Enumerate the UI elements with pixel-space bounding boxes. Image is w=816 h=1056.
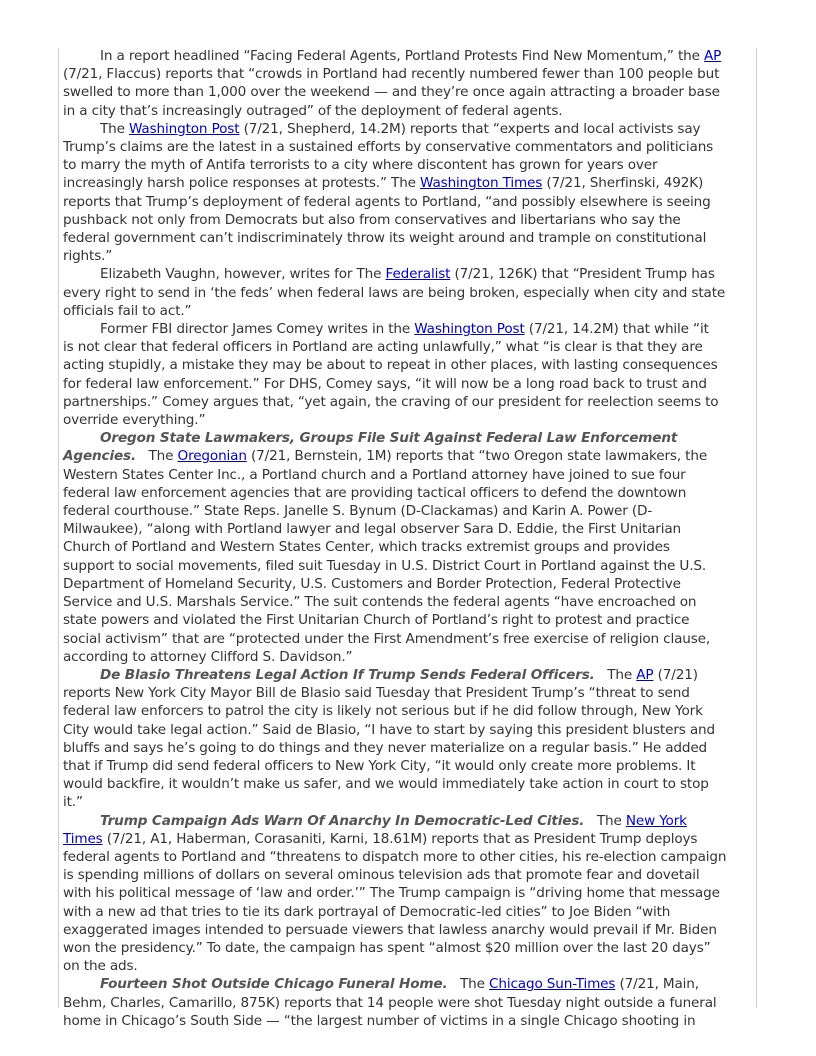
body-text: pushback not only from Democrats but also from conservatives and libertarians who say the bbox=[63, 211, 681, 228]
body-text: with his political message of ‘law and order.’” The Trump campaign is “driving home that message bbox=[63, 885, 720, 902]
text-line bbox=[63, 721, 753, 739]
body-text: (7/21, 14.2M) that while “it bbox=[524, 321, 709, 338]
body-text: Service and U.S. Marshals Service.” The suit contends the federal agents “have encroached on bbox=[63, 594, 697, 611]
body-text: bluffs and says he’s going to do things and they never materialize on a regular basis.” He added bbox=[63, 739, 708, 756]
body-text: federal government can’t indiscriminately throw its weight around and trample on constitutional bbox=[63, 230, 707, 247]
text-line bbox=[63, 903, 753, 921]
text-line bbox=[63, 757, 753, 775]
body-text: federal courthouse.” State Reps. Janelle S. Bynum (D-Clackamas) and Karin A. Power (D- bbox=[63, 503, 653, 520]
text-line bbox=[63, 848, 753, 866]
body-text: City would take legal action.” Said de Blasio, “I have to start by saying this president blusters and bbox=[63, 721, 715, 738]
text-line bbox=[63, 356, 753, 374]
body-text: to marry the myth of Antifa terrorists to a city where discontent has grown for years over bbox=[63, 157, 658, 174]
source-link[interactable]: Chicago Sun-Times bbox=[489, 976, 616, 993]
source-link[interactable]: Oregonian bbox=[177, 448, 247, 465]
text-line bbox=[63, 229, 753, 247]
text-line bbox=[63, 702, 753, 720]
body-text: for federal law enforcement.” For DHS, Comey says, “it will now be a long road back to trust and bbox=[63, 375, 707, 392]
text-line bbox=[63, 447, 753, 465]
text-line bbox=[63, 484, 753, 502]
text-line bbox=[63, 320, 753, 338]
text-line bbox=[63, 429, 753, 447]
body-text: Milwaukee), “along with Portland lawyer and legal observer Sara D. Eddie, the First Unitarian bbox=[63, 521, 682, 538]
text-line bbox=[63, 593, 753, 611]
text-line bbox=[63, 466, 753, 484]
body-text: The bbox=[100, 120, 130, 137]
text-line bbox=[63, 775, 753, 793]
text-line bbox=[63, 630, 753, 648]
text-line bbox=[63, 83, 753, 101]
text-line bbox=[63, 393, 753, 411]
body-text: in a city that’s increasingly outraged” of the deployment of federal agents. bbox=[63, 102, 563, 119]
text-line bbox=[63, 265, 753, 283]
text-line bbox=[63, 957, 753, 975]
text-line bbox=[63, 284, 753, 302]
text-line bbox=[63, 156, 753, 174]
body-text: The bbox=[584, 812, 626, 829]
text-line bbox=[63, 884, 753, 902]
body-text: federal law enforcers to patrol the city is likely not serious but if he did follow through, New York bbox=[63, 703, 703, 720]
text-line bbox=[63, 557, 753, 575]
body-text: partnerships.” Comey argues that, “yet again, the craving of our president for reelection seems to bbox=[63, 393, 719, 410]
body-text: home in Chicago’s South Side — “the largest number of victims in a single Chicago shooting in bbox=[63, 1012, 696, 1029]
body-text: increasingly harsh police responses at protests.” The bbox=[63, 175, 421, 192]
text-line bbox=[63, 411, 753, 429]
body-text: Department of Homeland Security, U.S. Customers and Border Protection, Federal Protective bbox=[63, 575, 681, 592]
article-paragraph bbox=[63, 975, 753, 1030]
text-line bbox=[63, 611, 753, 629]
text-line bbox=[63, 520, 753, 538]
text-line bbox=[63, 65, 753, 83]
body-text: (7/21, Main, bbox=[615, 976, 699, 993]
body-text: officials fail to act.” bbox=[63, 302, 192, 319]
source-link[interactable]: Washington Post bbox=[129, 120, 240, 137]
body-text: Church of Portland and Western States Center, which tracks extremist groups and provides bbox=[63, 539, 670, 556]
text-line bbox=[63, 375, 753, 393]
body-text: (7/21, A1, Haberman, Corasaniti, Karni, 18.61M) reports that as President Trump deploys bbox=[102, 830, 698, 847]
body-text: In a report headlined “Facing Federal Agents, Portland Protests Find New Momentum,” the bbox=[100, 48, 705, 64]
body-text: every right to send in ‘the feds’ when federal laws are being broken, especially when city and state bbox=[63, 284, 726, 301]
text-line bbox=[63, 120, 753, 138]
article-paragraph bbox=[63, 265, 753, 320]
body-text: Behm, Charles, Camarillo, 875K) reports that 14 people were shot Tuesday night outside a funeral bbox=[63, 994, 717, 1011]
article-paragraph bbox=[63, 47, 753, 120]
body-text: Trump’s claims are the latest in a sustained efforts by conservative commentators and politicians bbox=[63, 139, 714, 156]
source-link[interactable]: Federalist bbox=[385, 266, 451, 283]
body-text: reports that Trump’s deployment of federal agents to Portland, “and possibly elsewhere is seeing bbox=[63, 193, 711, 210]
text-line bbox=[63, 648, 753, 666]
article-paragraph bbox=[63, 812, 753, 976]
body-text: (7/21, Flaccus) reports that “crowds in Portland had recently numbered fewer than 100 people but bbox=[63, 66, 720, 83]
text-line bbox=[63, 666, 753, 684]
body-text: (7/21, 126K) that “President Trump has bbox=[450, 266, 715, 283]
text-line bbox=[63, 921, 753, 939]
body-text: federal law enforcement agencies that are providing tactical officers to defend the downtown bbox=[63, 484, 687, 501]
story-headline: De Blasio Threatens Legal Action If Trump Sends Federal Officers. bbox=[100, 666, 595, 683]
body-text: exaggerated images intended to persuade viewers that lawless anarchy would prevail if Mr. Biden bbox=[63, 921, 717, 938]
body-text: Former FBI director James Comey writes in the bbox=[100, 321, 415, 338]
body-text: override everything.” bbox=[63, 412, 206, 429]
source-link[interactable]: AP bbox=[704, 48, 722, 64]
article-paragraph bbox=[63, 429, 753, 666]
body-text: swelled to more than 1,000 over the weekend — and they’re once again attracting a broader base bbox=[63, 84, 720, 101]
text-line bbox=[63, 102, 753, 120]
body-text: (7/21) bbox=[653, 666, 698, 683]
story-headline: Trump Campaign Ads Warn Of Anarchy In Democratic-Led Cities. bbox=[100, 812, 585, 829]
body-text: state powers and violated the First Unitarian Church of Portland’s right to protest and practice bbox=[63, 612, 690, 629]
body-text: federal agents to Portland and “threatens to dispatch more to other cities, his re-election campaign bbox=[63, 848, 727, 865]
text-line bbox=[63, 975, 753, 993]
text-line bbox=[63, 739, 753, 757]
source-link[interactable]: Times bbox=[63, 830, 103, 847]
text-line bbox=[63, 302, 753, 320]
body-text: support to social movements, filed suit Tuesday in U.S. District Court in Portland against the U.S. bbox=[63, 557, 707, 574]
text-line bbox=[63, 247, 753, 265]
body-text: on the ads. bbox=[63, 958, 138, 975]
source-link[interactable]: Washington Times bbox=[420, 175, 543, 192]
text-line bbox=[63, 830, 753, 848]
text-line bbox=[63, 47, 753, 65]
text-line bbox=[63, 812, 753, 830]
text-line bbox=[63, 174, 753, 192]
document-body bbox=[63, 47, 753, 1030]
story-headline: Agencies. bbox=[63, 448, 136, 465]
body-text: is not clear that federal officers in Portland are acting unlawfully,” what “is clear is that they are bbox=[63, 339, 703, 356]
story-headline: Fourteen Shot Outside Chicago Funeral Home. bbox=[100, 976, 448, 993]
text-line bbox=[63, 994, 753, 1012]
body-text: won the presidency.” To date, the campaign has spent “almost $20 million over the last 20 days” bbox=[63, 939, 711, 956]
body-text: according to attorney Clifford S. Davidson.” bbox=[63, 648, 353, 665]
text-line bbox=[63, 211, 753, 229]
article-paragraph bbox=[63, 320, 753, 429]
article-paragraph bbox=[63, 120, 753, 266]
body-text: (7/21, Sherfinski, 492K) bbox=[542, 175, 704, 192]
body-text: reports New York City Mayor Bill de Blasio said Tuesday that President Trump’s “threat to send bbox=[63, 685, 690, 702]
article-paragraph bbox=[63, 666, 753, 812]
text-line bbox=[63, 138, 753, 156]
source-link[interactable]: New York bbox=[625, 812, 687, 829]
body-text: social activism” that are “protected under the First Amendment’s free exercise of religion clause, bbox=[63, 630, 711, 647]
body-text: The bbox=[594, 666, 637, 683]
story-headline: Oregon State Lawmakers, Groups File Suit Against Federal Law Enforcement bbox=[100, 430, 678, 447]
source-link[interactable]: Washington Post bbox=[414, 321, 525, 338]
body-text: that if Trump did send federal officers to New York City, “it would only create more problems. It bbox=[63, 757, 696, 774]
text-line bbox=[63, 684, 753, 702]
body-text: it.” bbox=[63, 794, 83, 811]
text-line bbox=[63, 193, 753, 211]
body-text: (7/21, Shepherd, 14.2M) reports that “experts and local activists say bbox=[239, 120, 701, 137]
text-line bbox=[63, 575, 753, 593]
text-line bbox=[63, 538, 753, 556]
body-text: The bbox=[447, 976, 490, 993]
body-text: is spending millions of dollars on several ominous television ads that promote fear and dovetail bbox=[63, 867, 700, 884]
text-line bbox=[63, 1012, 753, 1030]
text-line bbox=[63, 939, 753, 957]
body-text: The bbox=[136, 448, 178, 465]
body-text: acting stupidly, a mistake they may be about to repeat in other places, with lasting consequences bbox=[63, 357, 718, 374]
body-text: Elizabeth Vaughn, however, writes for The bbox=[100, 266, 386, 283]
body-text: (7/21, Bernstein, 1M) reports that “two Oregon state lawmakers, the bbox=[246, 448, 708, 465]
text-line bbox=[63, 866, 753, 884]
body-text: Western States Center Inc., a Portland church and a Portland attorney have joined to sue four bbox=[63, 466, 686, 483]
source-link[interactable]: AP bbox=[636, 666, 654, 683]
body-text: rights.” bbox=[63, 248, 113, 265]
text-line bbox=[63, 502, 753, 520]
text-line bbox=[63, 338, 753, 356]
body-text: with a new ad that tries to tie its dark portrayal of Democratic-led cities” to Joe Biden “with bbox=[63, 903, 671, 920]
text-line bbox=[63, 793, 753, 811]
body-text: would backfire, it wouldn’t make us safer, and we would immediately take action in court to stop bbox=[63, 776, 709, 793]
